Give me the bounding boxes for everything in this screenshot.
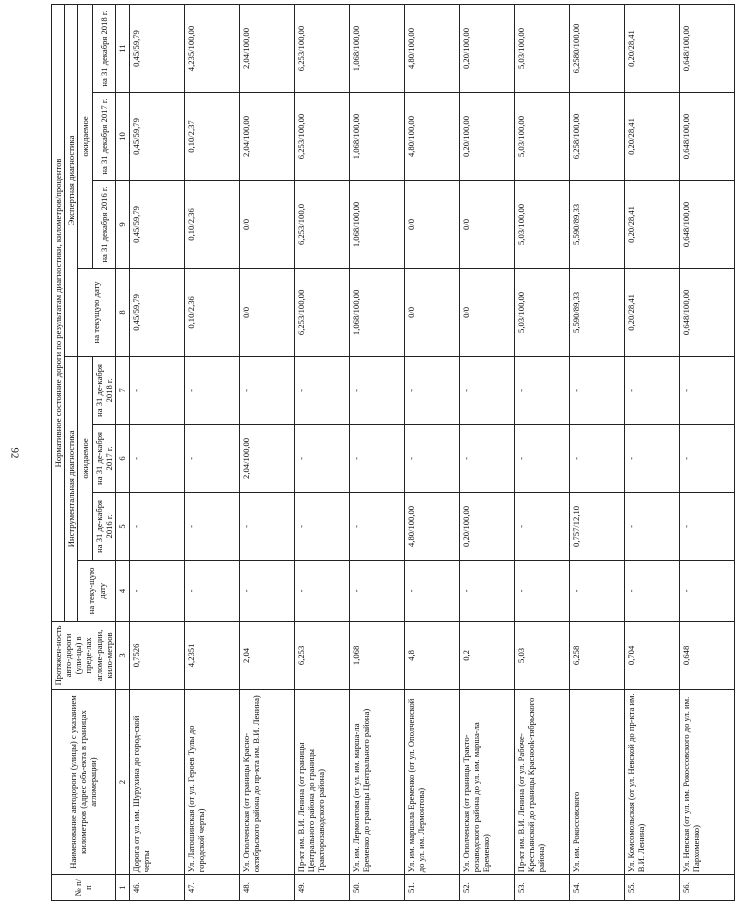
header-expert: Экспертная диагностика: [65, 5, 78, 357]
road-length: 0,2: [459, 621, 514, 689]
colnum-10: 10: [115, 93, 129, 181]
instr-2018-cell: -: [459, 356, 514, 424]
instr-current-cell: -: [239, 560, 294, 621]
expert-2018-cell: 4,235/100,00: [184, 5, 239, 93]
instr-current-cell: -: [349, 560, 404, 621]
row-number: 49.: [294, 875, 349, 901]
expert-2018-cell: 0,20/100,00: [459, 5, 514, 93]
road-diagnostics-table: [51, 4, 735, 901]
instr-2016-cell: -: [184, 492, 239, 560]
expert-current-cell: 5,03/100,00: [514, 268, 569, 356]
expert-2016-cell: 5,03/100,00: [514, 180, 569, 268]
header-row-1: [52, 5, 65, 901]
colnum-4: 4: [115, 560, 129, 621]
expert-current-cell: 6,253/100,00: [294, 268, 349, 356]
expert-2016-cell: 0/0: [239, 180, 294, 268]
instr-2017-cell: -: [129, 424, 184, 492]
colnum-8: 8: [115, 268, 129, 356]
instr-2017-cell: -: [514, 424, 569, 492]
table-row: [679, 5, 734, 901]
expert-2017-cell: 4,80/100,00: [404, 93, 459, 181]
road-length: 4,8: [404, 621, 459, 689]
expert-2016-cell: 0,648/100,00: [679, 180, 734, 268]
row-number: 46.: [129, 875, 184, 901]
table-row: [569, 5, 624, 901]
row-number: 50.: [349, 875, 404, 901]
colnum-6: 6: [115, 424, 129, 492]
instr-2016-cell: -: [349, 492, 404, 560]
expert-2018-cell: 0,20/28,41: [624, 5, 679, 93]
instr-2016-cell: -: [239, 492, 294, 560]
expert-2018-cell: 6,2580/100,00: [569, 5, 624, 93]
expert-current-cell: 0/0: [239, 268, 294, 356]
instr-2017-cell: -: [184, 424, 239, 492]
instr-2018-cell: -: [569, 356, 624, 424]
instr-2018-cell: -: [294, 356, 349, 424]
expert-2018-cell: 4,80/100,00: [404, 5, 459, 93]
expert-2016-cell: 0/0: [459, 180, 514, 268]
instr-2016-cell: 0,757/12,10: [569, 492, 624, 560]
instr-2018-cell: -: [184, 356, 239, 424]
road-name: Ул. Латошинская (от ул. Героев Тулы до городской черты): [184, 689, 239, 874]
row-number: 48.: [239, 875, 294, 901]
road-name: Ул. Невская (от ул. им. Рокоссовского до ул. им. Пархоменко): [679, 689, 734, 874]
expert-2018-cell: 5,03/100,00: [514, 5, 569, 93]
instr-2018-cell: -: [404, 356, 459, 424]
instr-2017-cell: -: [294, 424, 349, 492]
header-road-name: Наименование автодороги (улицы) с указанием километров (адрес объ-екта в границах агломерации): [52, 689, 116, 874]
instr-2018-cell: -: [514, 356, 569, 424]
road-name: Ул. Ополченская (от границы Красно-октябрьского района до пр-кта им. В.И. Ленина): [239, 689, 294, 874]
expert-2017-cell: 1,068/100,00: [349, 93, 404, 181]
header-instr-2017: на 31 де-кабря 2017 г.: [92, 424, 115, 492]
instr-current-cell: -: [679, 560, 734, 621]
expert-2016-cell: 0,10/2,36: [184, 180, 239, 268]
instr-2017-cell: -: [679, 424, 734, 492]
expert-current-cell: 0/0: [404, 268, 459, 356]
instr-2017-cell: -: [404, 424, 459, 492]
instr-current-cell: -: [294, 560, 349, 621]
table-row: [349, 5, 404, 901]
column-number-row: [115, 5, 129, 901]
instr-2016-cell: -: [679, 492, 734, 560]
header-expert-current: на текущую дату: [78, 268, 116, 356]
instr-2018-cell: -: [624, 356, 679, 424]
expert-2016-cell: 6,253/100,0: [294, 180, 349, 268]
road-length: 0,704: [624, 621, 679, 689]
table-row: [239, 5, 294, 901]
expert-2018-cell: 0,648/100,00: [679, 5, 734, 93]
header-instr-expected: ожидаемое: [78, 356, 92, 560]
instr-current-cell: -: [184, 560, 239, 621]
road-length: 0,7526: [129, 621, 184, 689]
header-instr-current: на теку-щую дату: [78, 560, 116, 621]
expert-current-cell: 0/0: [459, 268, 514, 356]
expert-current-cell: 1,068/100,00: [349, 268, 404, 356]
colnum-2: 2: [115, 689, 129, 874]
instr-current-cell: -: [404, 560, 459, 621]
page-number: 92: [8, 447, 20, 458]
road-length: 6,258: [569, 621, 624, 689]
instr-current-cell: -: [459, 560, 514, 621]
expert-2016-cell: 0,45/59,79: [129, 180, 184, 268]
row-number: 47.: [184, 875, 239, 901]
expert-2018-cell: 1,068/100,00: [349, 5, 404, 93]
road-length: 0,648: [679, 621, 734, 689]
road-length: 4,2351: [184, 621, 239, 689]
table-row: [459, 5, 514, 901]
instr-2018-cell: -: [679, 356, 734, 424]
header-instr-2016: на 31 де-кабря 2016 г.: [92, 492, 115, 560]
expert-current-cell: 0,648/100,00: [679, 268, 734, 356]
instr-2016-cell: -: [294, 492, 349, 560]
header-num: № п/п: [52, 875, 116, 901]
expert-2017-cell: 6,253/100,00: [294, 93, 349, 181]
table-row: [404, 5, 459, 901]
expert-2018-cell: 2,04/100,00: [239, 5, 294, 93]
header-exp-2018: на 31 декабря 2018 г.: [92, 5, 115, 93]
road-name: Ул. им. Рокоссовского: [569, 689, 624, 874]
row-number: 54.: [569, 875, 624, 901]
colnum-1: 1: [115, 875, 129, 901]
row-number: 52.: [459, 875, 514, 901]
road-length: 5,03: [514, 621, 569, 689]
road-name: Пр-кт им. В.И. Ленина (от ул. Рабоче-Крестьянской до границы Краснооk-тябрьского района): [514, 689, 569, 874]
header-expert-expected: ожидаемое: [78, 5, 92, 269]
table-row: [294, 5, 349, 901]
expert-2016-cell: 0,20/28,41: [624, 180, 679, 268]
instr-2018-cell: -: [349, 356, 404, 424]
expert-2017-cell: 5,03/100,00: [514, 93, 569, 181]
expert-2017-cell: 0,20/100,00: [459, 93, 514, 181]
expert-2016-cell: 5,590/89,33: [569, 180, 624, 268]
road-name: Ул. Ополченская (от границы Тракто-розаводского района до ул. им. марша-ла Еременко): [459, 689, 514, 874]
expert-2017-cell: 0,20/28,41: [624, 93, 679, 181]
road-name: Пр-кт им. В.И. Ленина (от границы Центрального района до границы Тракторозаводского района): [294, 689, 349, 874]
instr-2017-cell: -: [569, 424, 624, 492]
expert-2016-cell: 1,068/100,00: [349, 180, 404, 268]
road-name: Ул. им. маршала Еременко (от ул. Ополченской до ул. им. Лермонтова): [404, 689, 459, 874]
document-page: [45, 0, 701, 905]
header-instrumental: Инструментальная диагностика: [65, 356, 78, 621]
instr-2017-cell: -: [459, 424, 514, 492]
expert-2018-cell: 0,45/59,79: [129, 5, 184, 93]
expert-2017-cell: 6,258/100,00: [569, 93, 624, 181]
road-length: 1,068: [349, 621, 404, 689]
header-exp-2016: на 31 декабря 2016 г.: [92, 180, 115, 268]
instr-2016-cell: -: [624, 492, 679, 560]
colnum-7: 7: [115, 356, 129, 424]
instr-2018-cell: -: [129, 356, 184, 424]
row-number: 55.: [624, 875, 679, 901]
colnum-3: 3: [115, 621, 129, 689]
instr-2018-cell: -: [239, 356, 294, 424]
instr-current-cell: -: [624, 560, 679, 621]
instr-2016-cell: 4,80/100,00: [404, 492, 459, 560]
expert-2018-cell: 6,253/100,00: [294, 5, 349, 93]
expert-current-cell: 0,45/59,79: [129, 268, 184, 356]
table-row: [514, 5, 569, 901]
header-length: Протяжен-ность авто-дороги (ули-цы) в преде-лах агломе-рации, кило-метров: [52, 621, 116, 689]
page-number-area: [0, 0, 28, 905]
instr-2017-cell: -: [624, 424, 679, 492]
expert-current-cell: 0,10/2,36: [184, 268, 239, 356]
instr-2017-cell: -: [349, 424, 404, 492]
expert-current-cell: 0,20/28,41: [624, 268, 679, 356]
row-number: 53.: [514, 875, 569, 901]
colnum-5: 5: [115, 492, 129, 560]
road-name: Ул. им. Лермонтова (от ул. им. марша-ла Еременко до границы Центрального района): [349, 689, 404, 874]
rotated-table-area: [45, 0, 701, 905]
instr-2016-cell: -: [129, 492, 184, 560]
expert-2017-cell: 0,648/100,00: [679, 93, 734, 181]
instr-current-cell: -: [569, 560, 624, 621]
colnum-11: 11: [115, 5, 129, 93]
instr-2016-cell: 0,20/100,00: [459, 492, 514, 560]
instr-current-cell: -: [514, 560, 569, 621]
road-length: 6,253: [294, 621, 349, 689]
road-length: 2,04: [239, 621, 294, 689]
road-name: Дорога от ул. им. Шурухина до город-ской черты: [129, 689, 184, 874]
expert-2017-cell: 2,04/100,00: [239, 93, 294, 181]
header-instr-2018: на 31 де-кабря 2018 г.: [92, 356, 115, 424]
instr-2016-cell: -: [514, 492, 569, 560]
expert-2017-cell: 0,10/2,37: [184, 93, 239, 181]
road-name: Ул. Комсомольская (от ул. Невской до пр-кта им. В.И. Ленина): [624, 689, 679, 874]
row-number: 56.: [679, 875, 734, 901]
table-row: [184, 5, 239, 901]
table-row: [129, 5, 184, 901]
instr-2017-cell: 2,04/100,00: [239, 424, 294, 492]
colnum-9: 9: [115, 180, 129, 268]
row-number: 51.: [404, 875, 459, 901]
header-exp-2017: на 31 декабря 2017 г.: [92, 93, 115, 181]
expert-current-cell: 5,590/89,33: [569, 268, 624, 356]
instr-current-cell: -: [129, 560, 184, 621]
expert-2016-cell: 0/0: [404, 180, 459, 268]
header-normative-state: Нормативное состояние дороги по результатам диагностики, километров/процентов: [52, 5, 65, 622]
table-row: [624, 5, 679, 901]
expert-2017-cell: 0,45/59,79: [129, 93, 184, 181]
